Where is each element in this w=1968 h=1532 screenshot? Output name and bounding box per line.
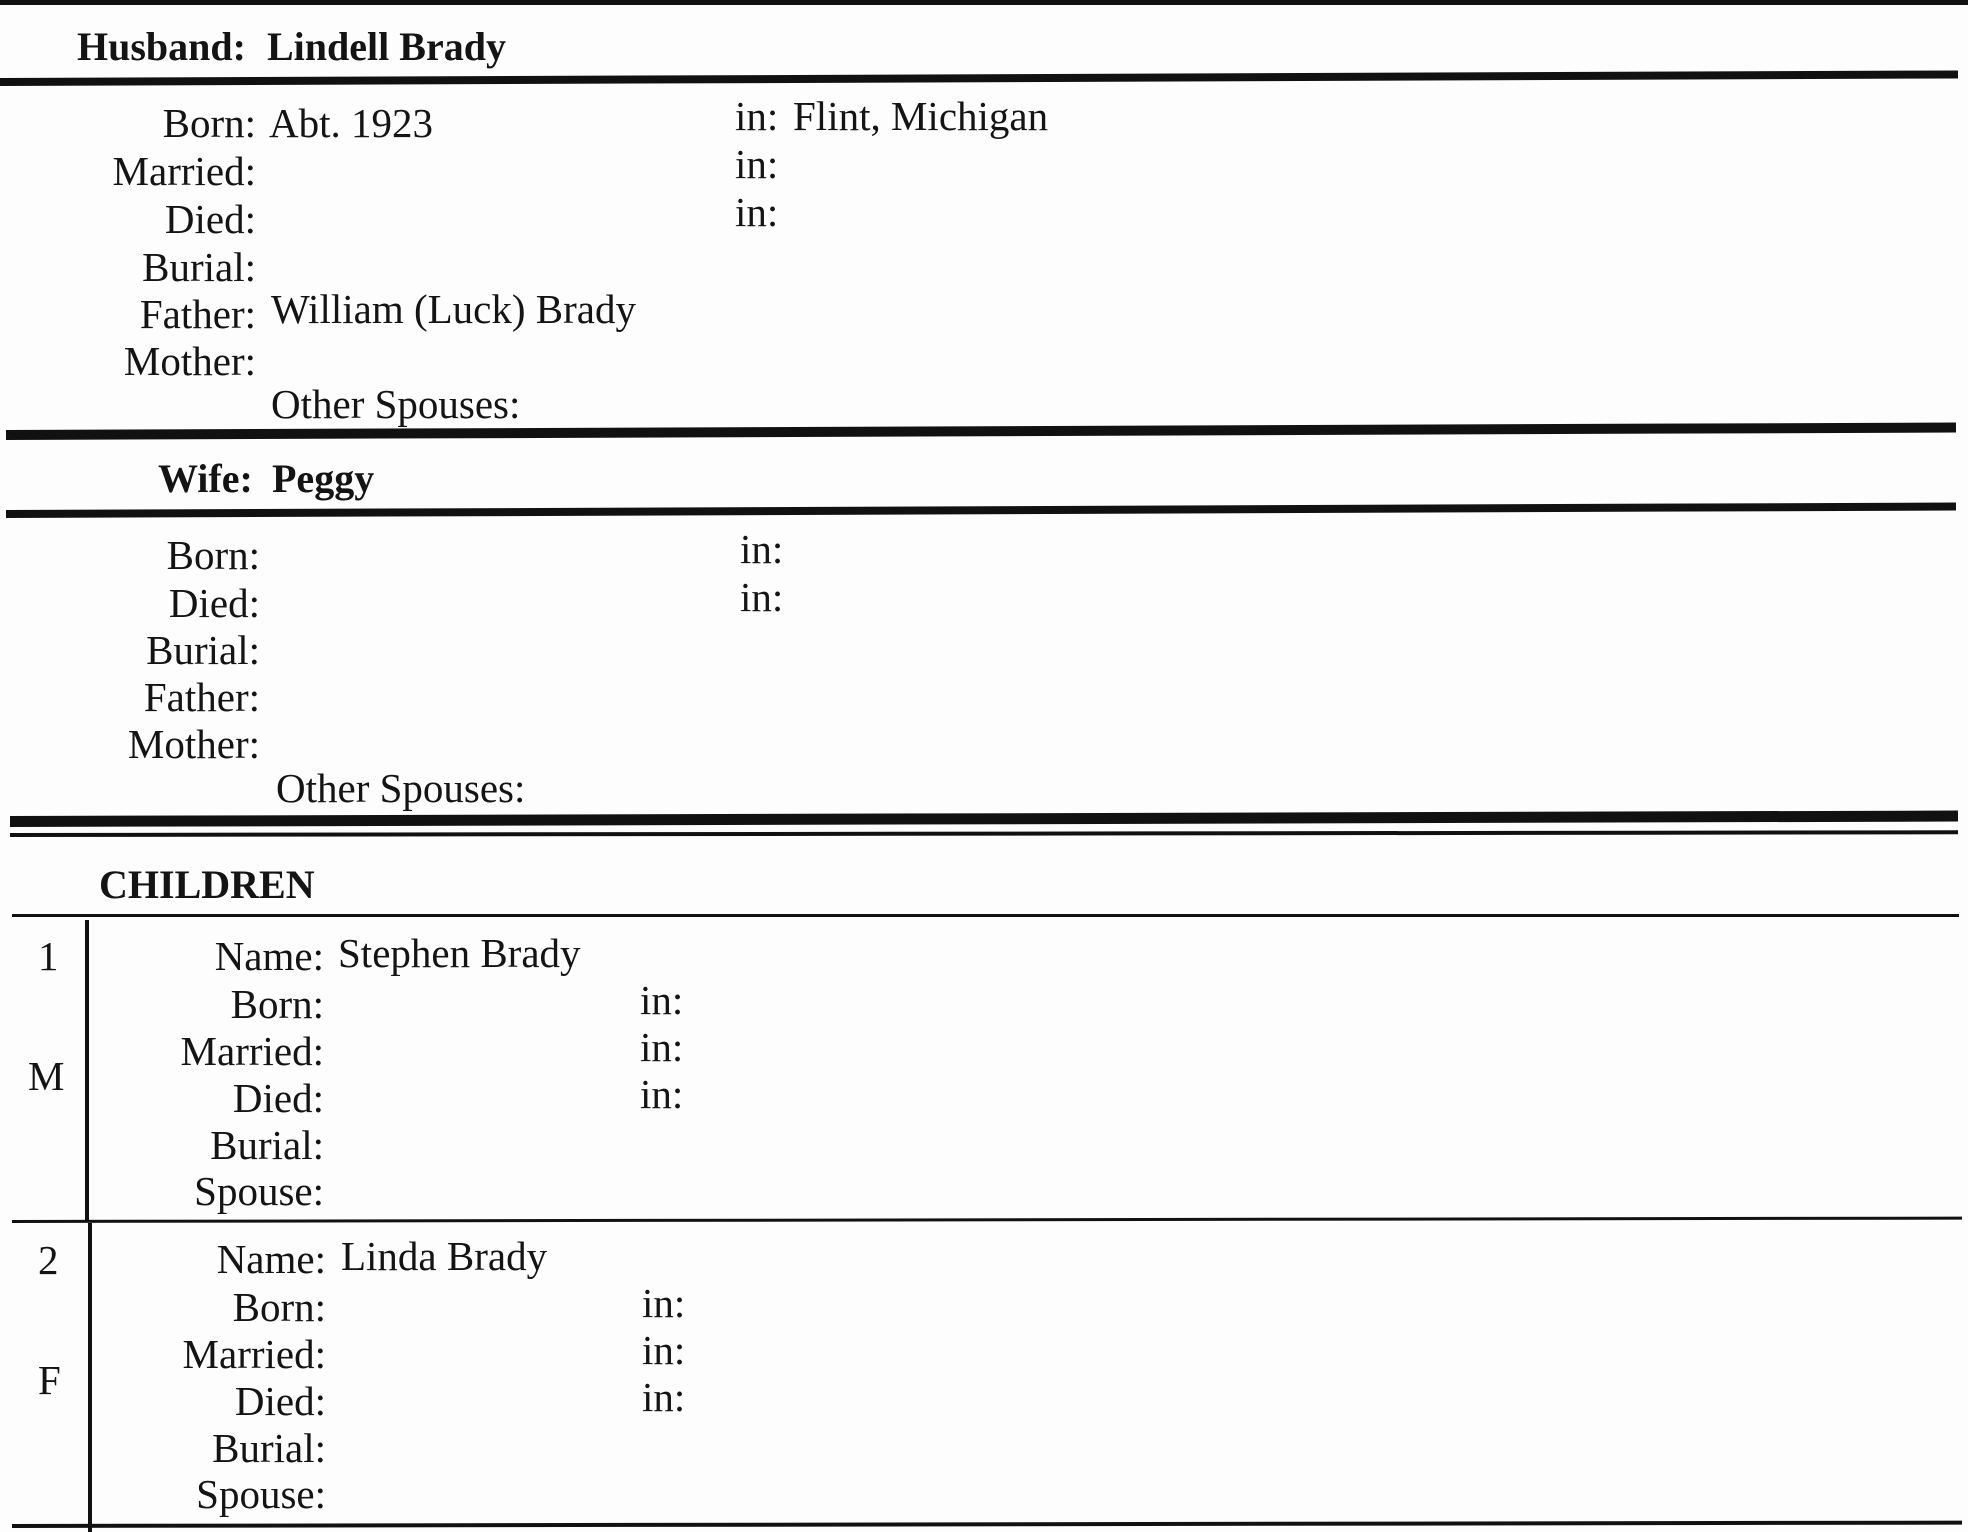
wife-died-in-label: in: [740,574,784,620]
husband-other-spouses-label: Other Spouses: [271,381,521,427]
children-heading-rule [12,914,1959,917]
wife-born-label: Born: [166,532,260,578]
wife-bottom-rule-thin [10,830,1958,837]
husband-died-in-label: in: [735,189,779,235]
child-1-bottom-rule [12,1217,1962,1223]
wife-heading-rule [6,503,1956,518]
wife-burial-label: Burial: [146,627,260,673]
child-1-name: Stephen Brady [338,930,581,976]
child-2-divider [88,1223,92,1532]
child-1-died-label: Died: [232,1075,324,1121]
child-1-spouse-label: Spouse: [194,1168,324,1214]
husband-heading-rule [0,70,1958,86]
child-1-name-label: Name: [214,933,324,979]
child-2-married-label: Married: [182,1331,326,1377]
child-1-divider [85,920,89,1220]
child-1-died-in-label: in: [640,1071,684,1117]
husband-heading-label: Husband: [77,24,246,69]
wife-father-label: Father: [143,674,260,720]
wife-mother-label: Mother: [127,721,260,767]
child-1-married-label: Married: [180,1028,324,1074]
husband-married-in-label: in: [735,141,779,187]
children-heading: CHILDREN [99,862,315,907]
wife-bottom-rule-thick [10,811,1958,827]
child-1-married-in-label: in: [640,1024,684,1070]
child-2-sex: F [38,1357,61,1403]
child-2-spouse-label: Spouse: [196,1471,326,1517]
husband-died-label: Died: [164,196,256,242]
husband-father-label: Father: [139,291,256,337]
wife-born-in-label: in: [740,526,784,572]
child-1-born-in-label: in: [640,977,684,1023]
wife-name: Peggy [272,456,375,501]
top-border-rule [0,0,1968,5]
child-2-married-in-label: in: [642,1327,686,1373]
wife-heading-label: Wife: [158,456,253,501]
child-2-died-label: Died: [234,1378,326,1424]
child-1-sex: M [28,1053,65,1099]
husband-born-in-value: Flint, Michigan [793,93,1049,139]
husband-married-label: Married: [112,148,256,194]
husband-born-in-label: in: [735,93,779,139]
child-2-bottom-rule [12,1521,1962,1528]
child-2-name-label: Name: [216,1236,326,1282]
child-2-burial-label: Burial: [212,1425,326,1471]
child-2-number: 2 [38,1237,59,1283]
child-2-born-in-label: in: [642,1280,686,1326]
husband-born-label: Born: [162,100,256,146]
husband-name: Lindell Brady [267,24,506,69]
husband-mother-label: Mother: [123,338,256,384]
wife-died-label: Died: [168,580,260,626]
wife-other-spouses-label: Other Spouses: [276,765,526,811]
child-1-burial-label: Burial: [210,1122,324,1168]
child-1-number: 1 [38,933,59,979]
husband-father-value: William (Luck) Brady [271,286,636,332]
child-2-name: Linda Brady [341,1233,548,1279]
child-2-born-label: Born: [232,1284,326,1330]
child-2-died-in-label: in: [642,1374,686,1420]
husband-born-value: Abt. 1923 [269,100,433,146]
child-1-born-label: Born: [230,981,324,1027]
husband-burial-label: Burial: [142,244,256,290]
